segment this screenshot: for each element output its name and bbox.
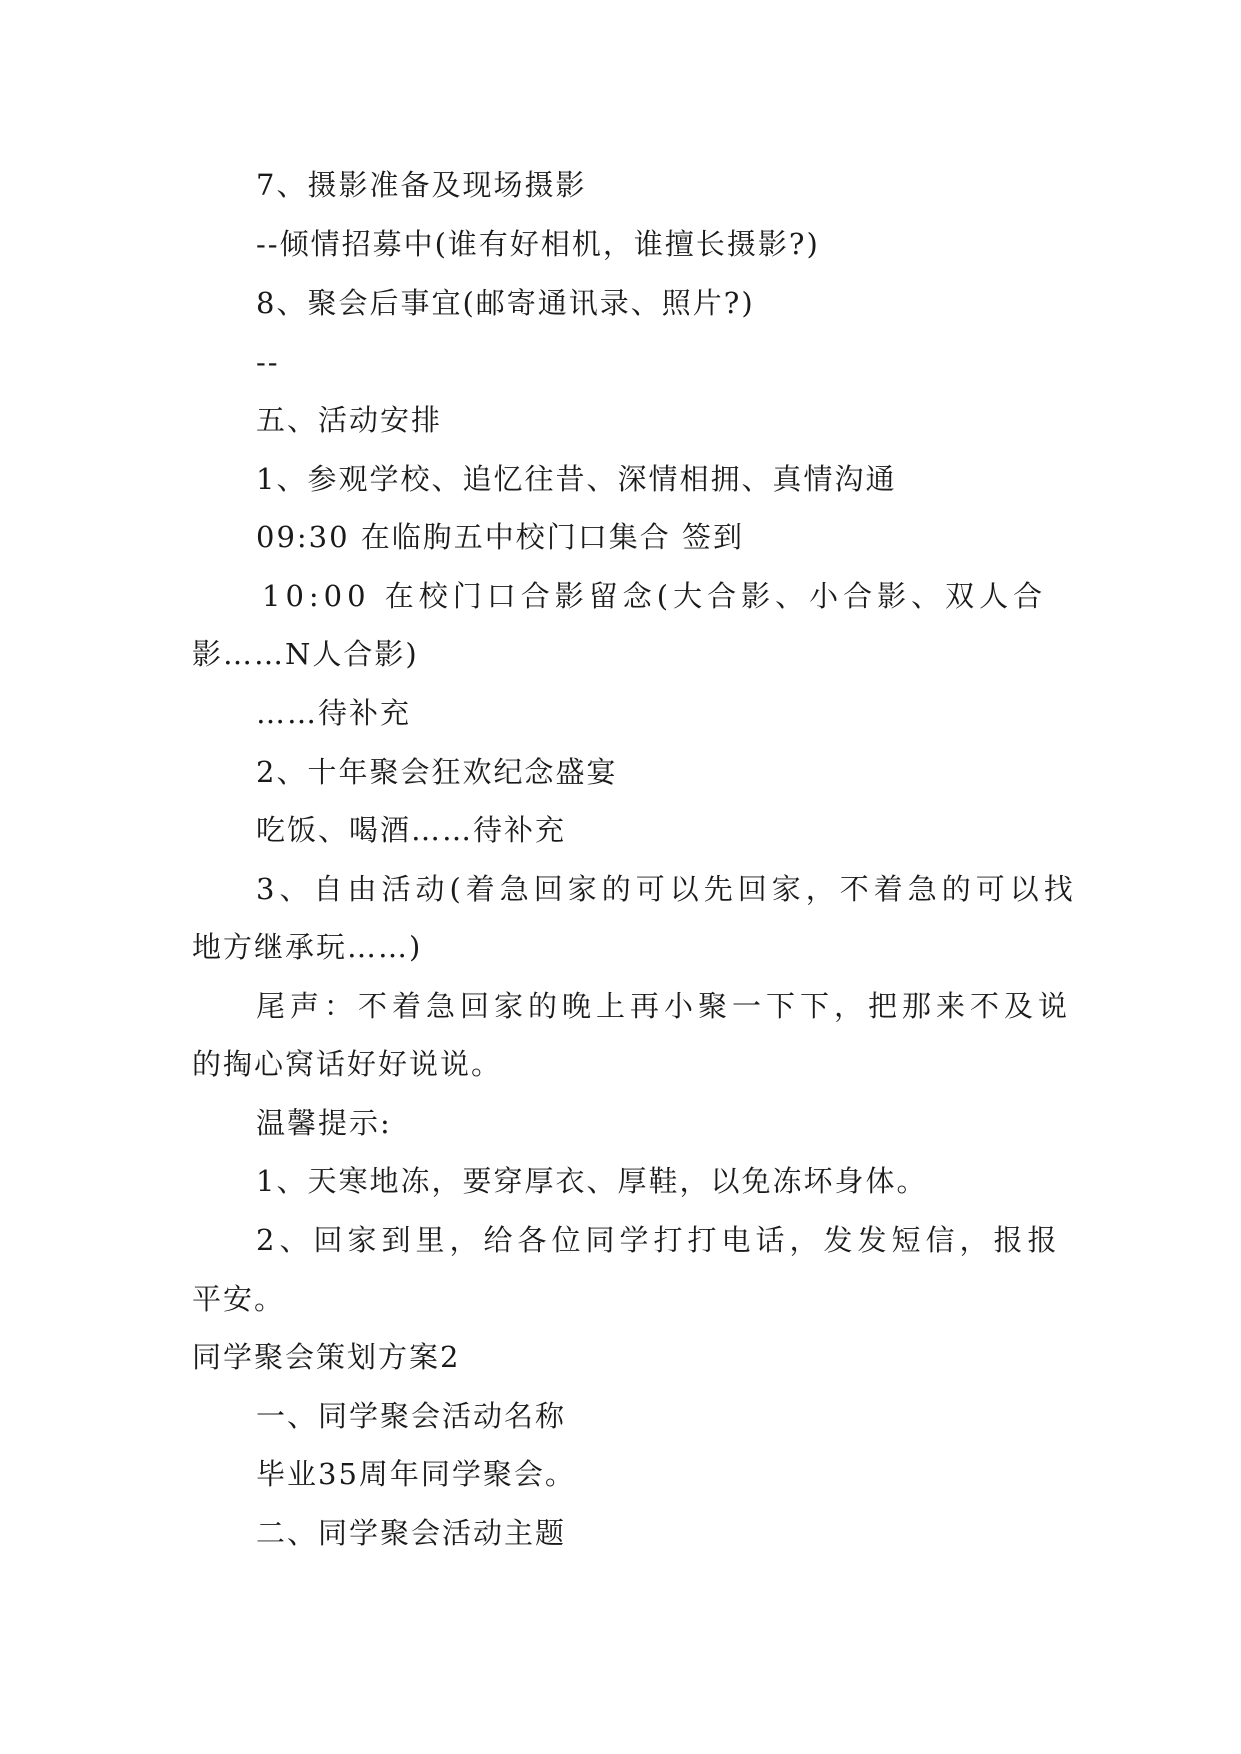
section-heading: 一、同学聚会活动名称 (256, 1399, 567, 1433)
document-subtitle: 同学聚会策划方案2 (192, 1340, 461, 1374)
text-line: 2、十年聚会狂欢纪念盛宴 (256, 755, 618, 789)
text-line: 09:30 在临朐五中校门口集合 签到 (256, 520, 745, 554)
text-line: 7、摄影准备及现场摄影 (256, 168, 587, 202)
text-line: 1、天寒地冻，要穿厚衣、厚鞋，以免冻坏身体。 (256, 1164, 928, 1198)
text-line: 尾声：不着急回家的晚上再小聚一下下，把那来不及说 (256, 989, 1073, 1023)
text-line: 影……N人合影) (192, 637, 419, 671)
text-line: 的掏心窝话好好说说。 (192, 1047, 503, 1081)
text-line: ……待补充 (256, 696, 412, 730)
section-heading: 二、同学聚会活动主题 (256, 1516, 567, 1550)
text-line: 1、参观学校、追忆往昔、深情相拥、真情沟通 (256, 462, 897, 496)
text-line: 2、回家到里，给各位同学打打电话，发发短信，报报 (256, 1223, 1062, 1257)
text-line: 吃饭、喝酒……待补充 (256, 813, 567, 847)
text-line: 平安。 (192, 1282, 286, 1316)
text-line: 地方继承玩……) (192, 930, 423, 964)
text-line: --倾情招募中(谁有好相机，谁擅长摄影?) (256, 227, 820, 261)
section-heading: 五、活动安排 (256, 403, 443, 437)
text-line: -- (256, 345, 280, 379)
text-line: 8、聚会后事宜(邮寄通讯录、照片?) (256, 286, 755, 320)
text-line: 毕业35周年同学聚会。 (256, 1457, 576, 1491)
text-line: 10:00 在校门口合影留念(大合影、小合影、双人合 (262, 579, 1048, 613)
text-line: 温馨提示: (256, 1106, 392, 1140)
text-line: 3、自由活动(着急回家的可以先回家，不着急的可以找 (256, 872, 1078, 906)
